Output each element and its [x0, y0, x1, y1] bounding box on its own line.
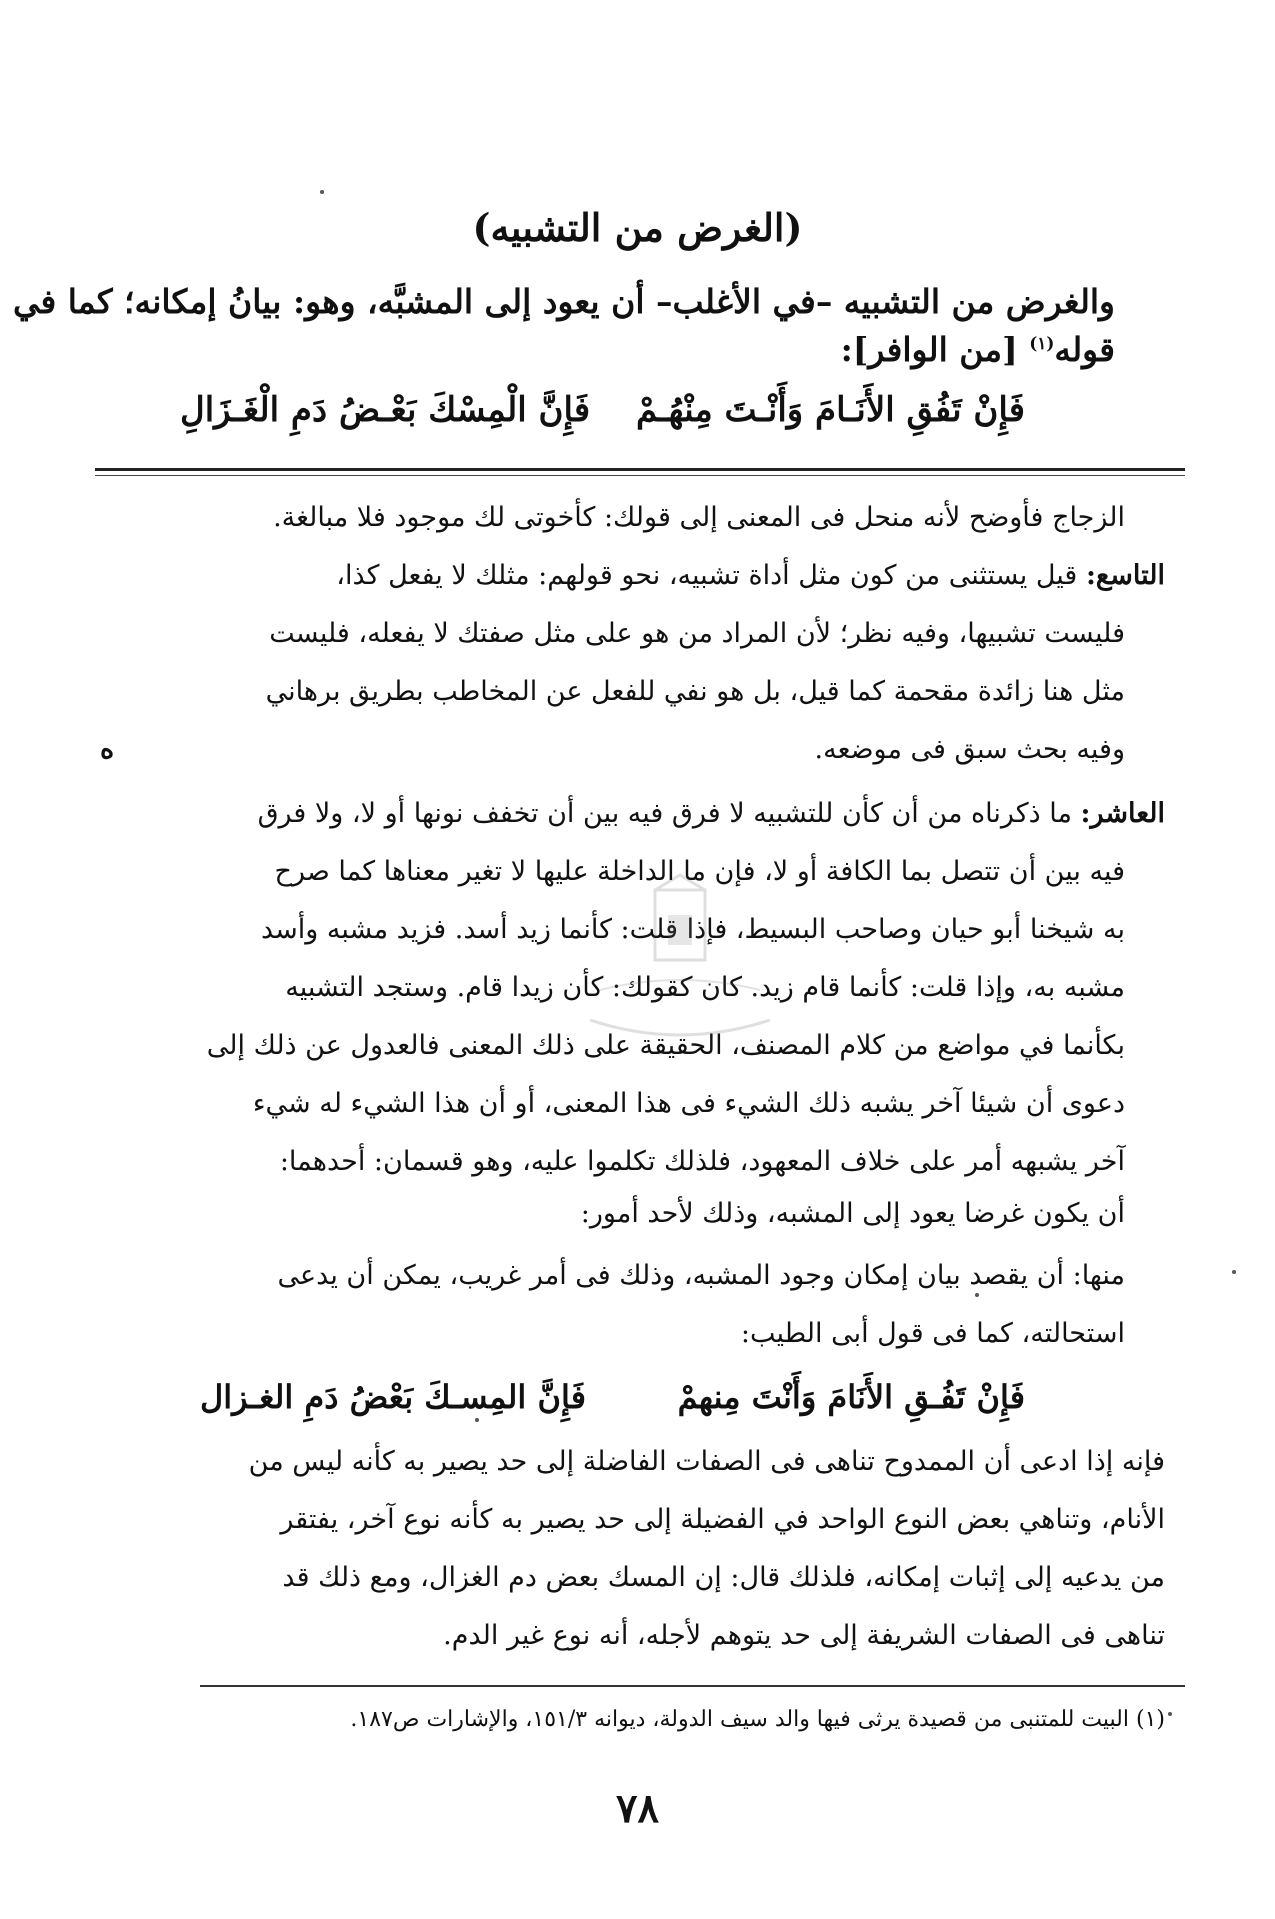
commentary-line: استحالته، كما فى قول أبى الطيب: [740, 1318, 1125, 1349]
commentary-line: دعوى أن شيئا آخر يشبه ذلك الشيء فى هذا المعنى، أو أن هذا الشيء له شيء [252, 1088, 1125, 1119]
commentary-line: بكأنما في مواضع من كلام المصنف، الحقيقة على ذلك المعنى فالعدول عن ذلك إلى [206, 1030, 1125, 1061]
commentary-line: مثل هنا زائدة مقحمة كما قيل، بل هو نفي للفعل عن المخاطب بطريق برهاني [265, 676, 1125, 707]
meter-label: [من الوافر]: [840, 330, 1018, 369]
top-line2-word: قوله [1054, 330, 1115, 369]
scan-speck [1168, 1712, 1172, 1716]
scan-speck [320, 190, 324, 194]
commentary-line-text: ما ذكرناه من أن كأن للتشبيه لا فرق فيه بين أن تخفف نونها أو لا، ولا فرق [257, 798, 1072, 829]
scan-speck [975, 1293, 979, 1297]
label-ninth: التاسع: [1085, 560, 1165, 591]
footnote-separator [200, 1685, 1185, 1687]
top-paragraph-line-2 [105, 330, 1115, 369]
commentary-line-text: قيل يستثنى من كون مثل أداة تشبيه، نحو قولهم: مثلك لا يفعل كذا، [336, 560, 1078, 591]
commentary-line: فليست تشبيها، وفيه نظر؛ لأن المراد من هو على مثل صفتك لا يفعله، فليست [269, 618, 1125, 649]
separator-thick [95, 468, 1185, 471]
label-tenth: العاشر: [1080, 798, 1165, 829]
footnote-marker: (١) [1029, 334, 1055, 354]
verse-bottom-left: فَإِنَّ المِسـكَ بَعْضُ دَمِ الغـزال [200, 1378, 586, 1416]
closing-line: الأنام، وتناهي بعض النوع الواحد في الفضيلة إلى حد يصير به كأنه نوع آخر، يفتقر [280, 1504, 1165, 1535]
section-title: (الغرض من التشبيه) [472, 205, 803, 250]
closing-line: فإنه إذا ادعى أن الممدوح تناهى فى الصفات الفاضلة إلى حد يصير به كأنه ليس من [248, 1446, 1165, 1477]
library-watermark-icon [560, 870, 800, 1040]
top-paragraph-line-1: والغرض من التشبيه –في الأغلب– أن يعود إلى المشبَّه، وهو: بيانُ إمكانه؛ كما في [12, 282, 1115, 321]
page-number: ٧٨ [616, 1785, 659, 1832]
scan-speck [475, 1418, 479, 1422]
end-mark: ه [100, 734, 115, 765]
closing-line: تناهى فى الصفات الشريفة إلى حد يتوهم لأجله، أنه نوع غير الدم. [443, 1620, 1165, 1651]
commentary-line: أن يكون غرضا يعود إلى المشبه، وذلك لأحد أمور: [580, 1198, 1125, 1229]
commentary-line [105, 800, 1165, 827]
commentary-line: آخر يشبهه أمر على خلاف المعهود، فلذلك تكلموا عليه، وهو قسمان: أحدهما: [279, 1146, 1125, 1177]
scan-speck [1232, 1270, 1236, 1274]
closing-line: من يدعيه إلى إثبات إمكانه، فلذلك قال: إن المسك بعض دم الغزال، ومع ذلك قد [282, 1562, 1165, 1593]
verse-bottom-right: فَإِنْ تَفُـقِ الأَنَامَ وَأَنْتَ مِنهمْ [677, 1378, 1025, 1416]
commentary-line: به شيخنا أبو حيان وصاحب البسيط، فإذا قلت: كأنما زيد أسد. فزيد مشبه وأسد [261, 914, 1125, 945]
commentary-line: منها: أن يقصد بيان إمكان وجود المشبه، وذلك فى أمر غريب، يمكن أن يدعى [277, 1260, 1125, 1291]
commentary-line: الزجاج فأوضح لأنه منحل فى المعنى إلى قولك: كأخوتى لك موجود فلا مبالغة. [273, 502, 1125, 533]
separator-thin [95, 475, 1185, 476]
commentary-line: وفيه بحث سبق فى موضعه. [814, 734, 1125, 765]
commentary-line: فيه بين أن تتصل بما الكافة أو لا، فإن ما الداخلة عليها لا تغير معناها كما صرح [274, 856, 1125, 887]
verse-top-right: فَإِنْ تَفُقِ الأَنَـامَ وَأَنْـتَ مِنْهُـمْ [635, 390, 1025, 430]
commentary-line: مشبه به، وإذا قلت: كأنما قام زيد. كان كقولك: كأن زيدا قام. وستجد التشبيه [285, 972, 1125, 1003]
verse-top-left: فَإِنَّ الْمِسْكَ بَعْـضُ دَمِ الْغَـزَالِ [180, 390, 591, 430]
commentary-line [105, 562, 1165, 589]
footnote: (١) البيت للمتنبى من قصيدة يرثى فيها والد سيف الدولة، ديوانه ١٥١/٣، والإشارات ص١٨٧. [350, 1707, 1165, 1732]
